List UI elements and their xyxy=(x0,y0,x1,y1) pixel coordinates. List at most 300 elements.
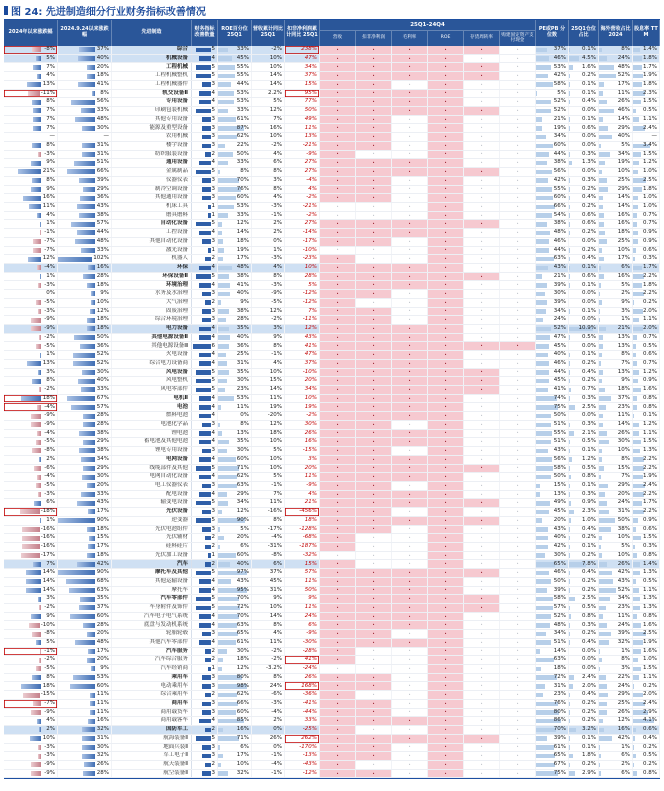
overseas-share-cell: 11% xyxy=(599,613,633,621)
revenue-yoy-cell: 2% xyxy=(252,717,285,725)
pe-percentile-cell: 44% xyxy=(536,369,569,377)
chg-2024-cell: -3% xyxy=(4,308,58,316)
indicator-dot-0: • xyxy=(320,212,356,220)
industry-name: 环保 xyxy=(112,264,192,272)
overseas-share-cell: 37% xyxy=(599,395,633,403)
dividend-yield-cell: 2.4% xyxy=(633,482,660,490)
chg-2024-cell: 9% xyxy=(4,159,58,167)
industry-name: 机械设备 xyxy=(112,55,192,63)
indicator-dot-1: • xyxy=(356,395,392,403)
indicator-dot-5: • xyxy=(500,656,536,664)
chg-since-924-cell: 11% xyxy=(58,691,112,699)
industry-name: 其他通用设备 xyxy=(112,194,192,202)
chg-since-924-cell: 43% xyxy=(58,499,112,507)
indicator-dot-0: • xyxy=(320,709,356,717)
industry-name: 火电设备 xyxy=(112,351,192,359)
chg-since-924-cell: 26% xyxy=(58,761,112,769)
revenue-yoy-cell: -5% xyxy=(252,299,285,307)
chg-since-924-cell: 18% xyxy=(58,526,112,534)
profit-yoy-cell: -12% xyxy=(285,290,320,298)
revenue-yoy-cell: 15% xyxy=(252,377,285,385)
indicator-count-cell: 5 xyxy=(192,273,218,281)
revenue-yoy-cell: 10% xyxy=(252,63,285,71)
dividend-yield-cell: 1.7% xyxy=(633,264,660,272)
indicator-dot-5: • xyxy=(500,124,536,132)
dividend-yield-cell: 0.8% xyxy=(633,770,660,778)
industry-name: 风电整机 xyxy=(112,377,192,385)
indicator-dot-0: • xyxy=(320,735,356,743)
indicator-count-cell: 5 xyxy=(192,595,218,603)
indicator-dot-0: • xyxy=(320,360,356,368)
table-row xyxy=(4,151,660,160)
overseas-share-cell: 29% xyxy=(599,124,633,132)
indicator-count-cell: 5 xyxy=(192,517,218,525)
industry-name: 车身附件及饰件 xyxy=(112,604,192,612)
pe-percentile-cell: 44% xyxy=(536,247,569,255)
industry-name: 电动乘用车 xyxy=(112,682,192,690)
table-row xyxy=(4,534,660,543)
indicator-dot-1: • xyxy=(356,46,392,54)
chg-since-924-cell: 38% xyxy=(58,212,112,220)
roe-percentile-cell: 50% xyxy=(218,151,252,159)
table-row xyxy=(4,491,660,500)
industry-name: 汽车综合服务 xyxy=(112,656,192,664)
indicator-dot-5: • xyxy=(500,421,536,429)
col-header-overseas-share: 海外营收占比2024 xyxy=(599,20,633,46)
dividend-yield-cell: 1.5% xyxy=(633,438,660,446)
indicator-dot-4: • xyxy=(464,735,500,743)
subcol-header-capex: 购建固定资产支付现金 xyxy=(500,31,536,46)
profit-yoy-cell: 4% xyxy=(285,186,320,194)
position-share-cell: 0.0% xyxy=(569,412,599,420)
revenue-yoy-cell: 4% xyxy=(252,360,285,368)
indicator-dot-3: • xyxy=(428,526,464,534)
indicator-dot-4: • xyxy=(464,691,500,699)
pe-percentile-cell: 34% xyxy=(536,308,569,316)
pe-percentile-cell: 50% xyxy=(536,412,569,420)
indicator-dot-5: • xyxy=(500,761,536,769)
indicator-dot-0: • xyxy=(320,630,356,638)
indicator-dot-4: • xyxy=(464,159,500,167)
industry-name: 摩托车 xyxy=(112,587,192,595)
indicator-dot-1: • xyxy=(356,316,392,324)
overseas-share-cell: 17% xyxy=(599,255,633,263)
indicator-count-cell: 4 xyxy=(192,473,218,481)
indicator-dot-2: • xyxy=(392,116,428,124)
roe-percentile-cell: 76% xyxy=(218,186,252,194)
indicator-dot-1: • xyxy=(356,560,392,568)
chg-2024-cell: 7% xyxy=(4,116,58,124)
indicator-dot-0: • xyxy=(320,186,356,194)
dividend-yield-cell: 1.7% xyxy=(633,63,660,71)
position-share-cell: 0.1% xyxy=(569,447,599,455)
indicator-count-cell: 3 xyxy=(192,238,218,246)
position-share-cell: 0.2% xyxy=(569,578,599,586)
indicator-dot-0: • xyxy=(320,604,356,612)
indicator-dot-3: • xyxy=(428,212,464,220)
roe-percentile-cell: 33% xyxy=(218,107,252,115)
table-row xyxy=(4,674,660,683)
profit-yoy-cell: 77% xyxy=(285,98,320,106)
col-header-group-25q1-24q4: 25Q1-24Q4 xyxy=(320,20,536,31)
profit-yoy-cell: 238% xyxy=(285,46,320,54)
col-header-roe-percentile: ROE百分位 25Q1 xyxy=(218,20,252,46)
indicator-dot-2: • xyxy=(392,290,428,298)
chg-2024-cell: -8% xyxy=(4,46,58,54)
indicator-dot-3: • xyxy=(428,72,464,80)
revenue-yoy-cell: 9% xyxy=(252,595,285,603)
chg-since-924-cell: 53% xyxy=(58,674,112,682)
dividend-yield-cell: 0.3% xyxy=(633,543,660,551)
position-share-cell: 0.0% xyxy=(569,142,599,150)
indicator-dot-0: • xyxy=(320,81,356,89)
overseas-share-cell: 6% xyxy=(599,264,633,272)
indicator-dot-3: • xyxy=(428,377,464,385)
revenue-yoy-cell: -1% xyxy=(252,212,285,220)
industry-name: 逆变器 xyxy=(112,517,192,525)
chg-2024-cell: 1% xyxy=(4,351,58,359)
dividend-yield-cell: 1.3% xyxy=(633,447,660,455)
table-row xyxy=(4,447,660,456)
indicator-dot-2: • xyxy=(392,709,428,717)
pe-percentile-cell: 46% xyxy=(536,55,569,63)
indicator-dot-1: • xyxy=(356,142,392,150)
indicator-dot-4: • xyxy=(464,281,500,289)
indicator-count-cell: 4 xyxy=(192,325,218,333)
indicator-dot-0: • xyxy=(320,229,356,237)
industry-name: 纺织服装设备 xyxy=(112,151,192,159)
indicator-count-cell: 2 xyxy=(192,761,218,769)
indicator-dot-2: • xyxy=(392,46,428,54)
indicator-dot-2: • xyxy=(392,682,428,690)
position-share-cell: 0.4% xyxy=(569,569,599,577)
revenue-yoy-cell: -3% xyxy=(252,255,285,263)
profit-yoy-cell: 95% xyxy=(285,90,320,98)
overseas-share-cell: 7% xyxy=(599,360,633,368)
position-share-cell: 1.0% xyxy=(569,517,599,525)
pe-percentile-cell: 74% xyxy=(536,395,569,403)
dividend-yield-cell: 0.6% xyxy=(633,526,660,534)
revenue-yoy-cell: -1% xyxy=(252,752,285,760)
chg-2024-cell: -8% xyxy=(4,447,58,455)
roe-percentile-cell: 12% xyxy=(218,220,252,228)
indicator-dot-0: • xyxy=(320,264,356,272)
revenue-yoy-cell: 5% xyxy=(252,447,285,455)
chg-2024-cell: 0% xyxy=(4,290,58,298)
position-share-cell: 2.0% xyxy=(569,682,599,690)
profit-yoy-cell: -13% xyxy=(285,752,320,760)
indicator-dot-0: • xyxy=(320,220,356,228)
indicator-dot-4: • xyxy=(464,526,500,534)
dividend-yield-cell: 0.7% xyxy=(633,212,660,220)
indicator-dot-1: • xyxy=(356,168,392,176)
revenue-yoy-cell: -3.2% xyxy=(252,665,285,673)
indicator-dot-2: • xyxy=(392,403,428,411)
profit-yoy-cell: -44% xyxy=(285,709,320,717)
indicator-count-cell: 5 xyxy=(192,46,218,54)
chg-2024-cell: -3% xyxy=(4,281,58,289)
industry-name: 电工仪器仪表 xyxy=(112,482,192,490)
indicator-dot-4: • xyxy=(464,386,500,394)
indicator-dot-0: • xyxy=(320,55,356,63)
overseas-share-cell: 25% xyxy=(599,700,633,708)
profit-yoy-cell: 18% xyxy=(285,517,320,525)
profit-yoy-cell: -9% xyxy=(285,630,320,638)
indicator-dot-5: • xyxy=(500,203,536,211)
indicator-dot-0: • xyxy=(320,491,356,499)
indicator-dot-2: • xyxy=(392,203,428,211)
indicator-dot-5: • xyxy=(500,369,536,377)
indicator-dot-5: • xyxy=(500,744,536,752)
indicator-count-cell: 5 xyxy=(192,72,218,80)
table-row xyxy=(4,569,660,578)
chg-since-924-cell: 17% xyxy=(58,543,112,551)
dividend-yield-cell: 1.3% xyxy=(633,569,660,577)
indicator-dot-4: • xyxy=(464,98,500,106)
roe-percentile-cell: 6% xyxy=(218,744,252,752)
indicator-dot-3: • xyxy=(428,421,464,429)
revenue-yoy-cell: 2.2% xyxy=(252,90,285,98)
revenue-yoy-cell: 11% xyxy=(252,499,285,507)
overseas-share-cell: 14% xyxy=(599,116,633,124)
indicator-dot-2: • xyxy=(392,238,428,246)
indicator-dot-4: • xyxy=(464,534,500,542)
table-row xyxy=(4,621,660,630)
pe-percentile-cell: 19% xyxy=(536,124,569,132)
indicator-dot-4: • xyxy=(464,412,500,420)
indicator-count-cell: 3 xyxy=(192,752,218,760)
indicator-dot-5: • xyxy=(500,482,536,490)
overseas-share-cell: 50% xyxy=(599,517,633,525)
indicator-count-cell: 4 xyxy=(192,639,218,647)
indicator-dot-1: • xyxy=(356,726,392,734)
position-share-cell: 0.1% xyxy=(569,264,599,272)
industry-name: 电机Ⅱ xyxy=(112,395,192,403)
position-share-cell: 0.3% xyxy=(569,395,599,403)
roe-percentile-cell: 70% xyxy=(218,177,252,185)
table-row xyxy=(4,159,660,168)
indicator-dot-2: • xyxy=(392,717,428,725)
indicator-dot-5: • xyxy=(500,72,536,80)
indicator-dot-4: • xyxy=(464,744,500,752)
dividend-yield-cell: 1.5% xyxy=(633,151,660,159)
indicator-dot-5: • xyxy=(500,639,536,647)
dividend-yield-cell: 0.9% xyxy=(633,238,660,246)
indicator-dot-1: • xyxy=(356,55,392,63)
profit-yoy-cell: 15% xyxy=(285,81,320,89)
indicator-dot-5: • xyxy=(500,316,536,324)
position-share-cell: 2.9% xyxy=(569,770,599,778)
revenue-yoy-cell: 5% xyxy=(252,98,285,106)
indicator-dot-4: • xyxy=(464,220,500,228)
position-share-cell: 0.0% xyxy=(569,168,599,176)
indicator-dot-5: • xyxy=(500,177,536,185)
indicator-dot-5: • xyxy=(500,770,536,778)
indicator-dot-2: • xyxy=(392,412,428,420)
subcol-header-gross-margin: 毛利率 xyxy=(392,31,428,46)
chg-2024-cell: -1% xyxy=(4,648,58,656)
chg-since-924-cell: 33% xyxy=(58,491,112,499)
indicator-dot-1: • xyxy=(356,517,392,525)
indicator-dot-5: • xyxy=(500,447,536,455)
indicator-dot-2: • xyxy=(392,168,428,176)
table-row xyxy=(4,334,660,343)
revenue-yoy-cell: 6% xyxy=(252,560,285,568)
figure-title xyxy=(4,3,660,18)
indicator-count-cell: 3 xyxy=(192,116,218,124)
position-share-cell: 0.5% xyxy=(569,465,599,473)
roe-percentile-cell: 61% xyxy=(218,639,252,647)
indicator-count-cell: 5 xyxy=(192,377,218,385)
industry-name: 汽车经销商 xyxy=(112,665,192,673)
profit-yoy-cell: 27% xyxy=(285,159,320,167)
revenue-yoy-cell: 4% xyxy=(252,151,285,159)
indicator-dot-4: • xyxy=(464,247,500,255)
indicator-dot-3: • xyxy=(428,264,464,272)
table-row xyxy=(4,90,660,99)
chg-2024-cell: 2% xyxy=(4,726,58,734)
overseas-share-cell: 2% xyxy=(599,761,633,769)
indicator-dot-1: • xyxy=(356,761,392,769)
indicator-dot-1: • xyxy=(356,212,392,220)
dividend-yield-cell: 0.6% xyxy=(633,247,660,255)
roe-percentile-cell: 20% xyxy=(218,534,252,542)
position-share-cell: 0.1% xyxy=(569,735,599,743)
indicator-dot-5: • xyxy=(500,281,536,289)
indicator-dot-0: • xyxy=(320,560,356,568)
indicator-count-cell: 1 xyxy=(192,247,218,255)
chg-2024-cell: 8% xyxy=(4,98,58,106)
indicator-dot-1: • xyxy=(356,587,392,595)
table-row xyxy=(4,377,660,386)
roe-percentile-cell: 8% xyxy=(218,421,252,429)
roe-percentile-cell: 38% xyxy=(218,273,252,281)
indicator-dot-0: • xyxy=(320,98,356,106)
indicator-dot-5: • xyxy=(500,709,536,717)
chg-since-924-cell: 32% xyxy=(58,726,112,734)
profit-yoy-cell: 13% xyxy=(285,133,320,141)
dividend-yield-cell: 0.4% xyxy=(633,735,660,743)
overseas-share-cell: 10% xyxy=(599,168,633,176)
industry-name: 线缆部件及其他 xyxy=(112,465,192,473)
pe-percentile-cell: 34% xyxy=(536,630,569,638)
profit-yoy-cell: 26% xyxy=(285,674,320,682)
dividend-yield-cell: 1.0% xyxy=(633,168,660,176)
indicator-dot-4: • xyxy=(464,46,500,54)
indicator-dot-5: • xyxy=(500,508,536,516)
pe-percentile-cell: 75% xyxy=(536,770,569,778)
indicator-dot-1: • xyxy=(356,264,392,272)
profit-yoy-cell: 10% xyxy=(285,395,320,403)
chg-2024-cell: 9% xyxy=(4,613,58,621)
overseas-share-cell: 24% xyxy=(599,621,633,629)
indicator-dot-4: • xyxy=(464,473,500,481)
indicator-dot-2: • xyxy=(392,604,428,612)
indicator-dot-1: • xyxy=(356,238,392,246)
indicator-dot-1: • xyxy=(356,107,392,115)
pe-percentile-cell: 52% xyxy=(536,98,569,106)
revenue-yoy-cell: 10% xyxy=(252,369,285,377)
industry-name: 电力设备 xyxy=(112,325,192,333)
dividend-yield-cell: 1.1% xyxy=(633,587,660,595)
indicator-dot-2: • xyxy=(392,482,428,490)
pe-percentile-cell: 57% xyxy=(536,604,569,612)
chg-since-924-cell: 67% xyxy=(58,395,112,403)
industry-name: 专用设备 xyxy=(112,98,192,106)
profit-yoy-cell: -10% xyxy=(285,247,320,255)
chg-since-924-cell: 66% xyxy=(58,168,112,176)
indicator-count-cell: 3 xyxy=(192,124,218,132)
profit-yoy-cell: 28% xyxy=(285,273,320,281)
pe-percentile-cell: 51% xyxy=(536,421,569,429)
revenue-yoy-cell: -3% xyxy=(252,203,285,211)
overseas-share-cell: 13% xyxy=(599,342,633,350)
pe-percentile-cell: 39% xyxy=(536,299,569,307)
indicator-dot-4: • xyxy=(464,351,500,359)
chg-since-924-cell: 29% xyxy=(58,438,112,446)
overseas-share-cell: 5% xyxy=(599,281,633,289)
profit-yoy-cell: -30% xyxy=(285,639,320,647)
overseas-share-cell: 1% xyxy=(599,316,633,324)
pe-percentile-cell: 58% xyxy=(536,595,569,603)
indicator-dot-5: • xyxy=(500,630,536,638)
overseas-share-cell: 26% xyxy=(599,98,633,106)
dividend-yield-cell: 2.2% xyxy=(633,273,660,281)
indicator-dot-4: • xyxy=(464,212,500,220)
profit-yoy-cell: 27% xyxy=(285,168,320,176)
indicator-dot-4: • xyxy=(464,238,500,246)
profit-yoy-cell: 30% xyxy=(285,421,320,429)
industry-name: 风电零部件 xyxy=(112,386,192,394)
revenue-yoy-cell: -2% xyxy=(252,648,285,656)
roe-percentile-cell: 98% xyxy=(218,682,252,690)
position-share-cell: 10.9% xyxy=(569,325,599,333)
indicator-dot-1: • xyxy=(356,273,392,281)
indicator-count-cell: 3 xyxy=(192,194,218,202)
overseas-share-cell: 8% xyxy=(599,351,633,359)
roe-percentile-cell: 60% xyxy=(218,709,252,717)
position-share-cell: 0.1% xyxy=(569,308,599,316)
chg-since-924-cell: 20% xyxy=(58,63,112,71)
indicator-dot-1: • xyxy=(356,281,392,289)
revenue-yoy-cell: 14% xyxy=(252,613,285,621)
indicator-dot-3: • xyxy=(428,255,464,263)
indicator-dot-3: • xyxy=(428,159,464,167)
indicator-count-cell: 2 xyxy=(192,691,218,699)
profit-yoy-cell: -15% xyxy=(285,447,320,455)
roe-percentile-cell: 5% xyxy=(218,526,252,534)
roe-percentile-cell: 71% xyxy=(218,735,252,743)
industry-name: 金属制品 xyxy=(112,168,192,176)
overseas-share-cell: 3% xyxy=(599,665,633,673)
indicator-dot-3: • xyxy=(428,203,464,211)
indicator-count-cell: 6 xyxy=(192,342,218,350)
overseas-share-cell: 52% xyxy=(599,72,633,80)
dividend-yield-cell: 1.1% xyxy=(633,116,660,124)
indicator-dot-2: • xyxy=(392,377,428,385)
indicator-count-cell: 3 xyxy=(192,630,218,638)
table-row xyxy=(4,526,660,535)
indicator-dot-4: • xyxy=(464,543,500,551)
chg-since-924-cell: 29% xyxy=(58,186,112,194)
overseas-share-cell: 16% xyxy=(599,726,633,734)
chg-2024-cell: 2% xyxy=(4,456,58,464)
pe-percentile-cell: 52% xyxy=(536,107,569,115)
table-row xyxy=(4,508,660,517)
chg-since-924-cell: 32% xyxy=(58,752,112,760)
indicator-dot-3: • xyxy=(428,151,464,159)
table-row xyxy=(4,613,660,622)
